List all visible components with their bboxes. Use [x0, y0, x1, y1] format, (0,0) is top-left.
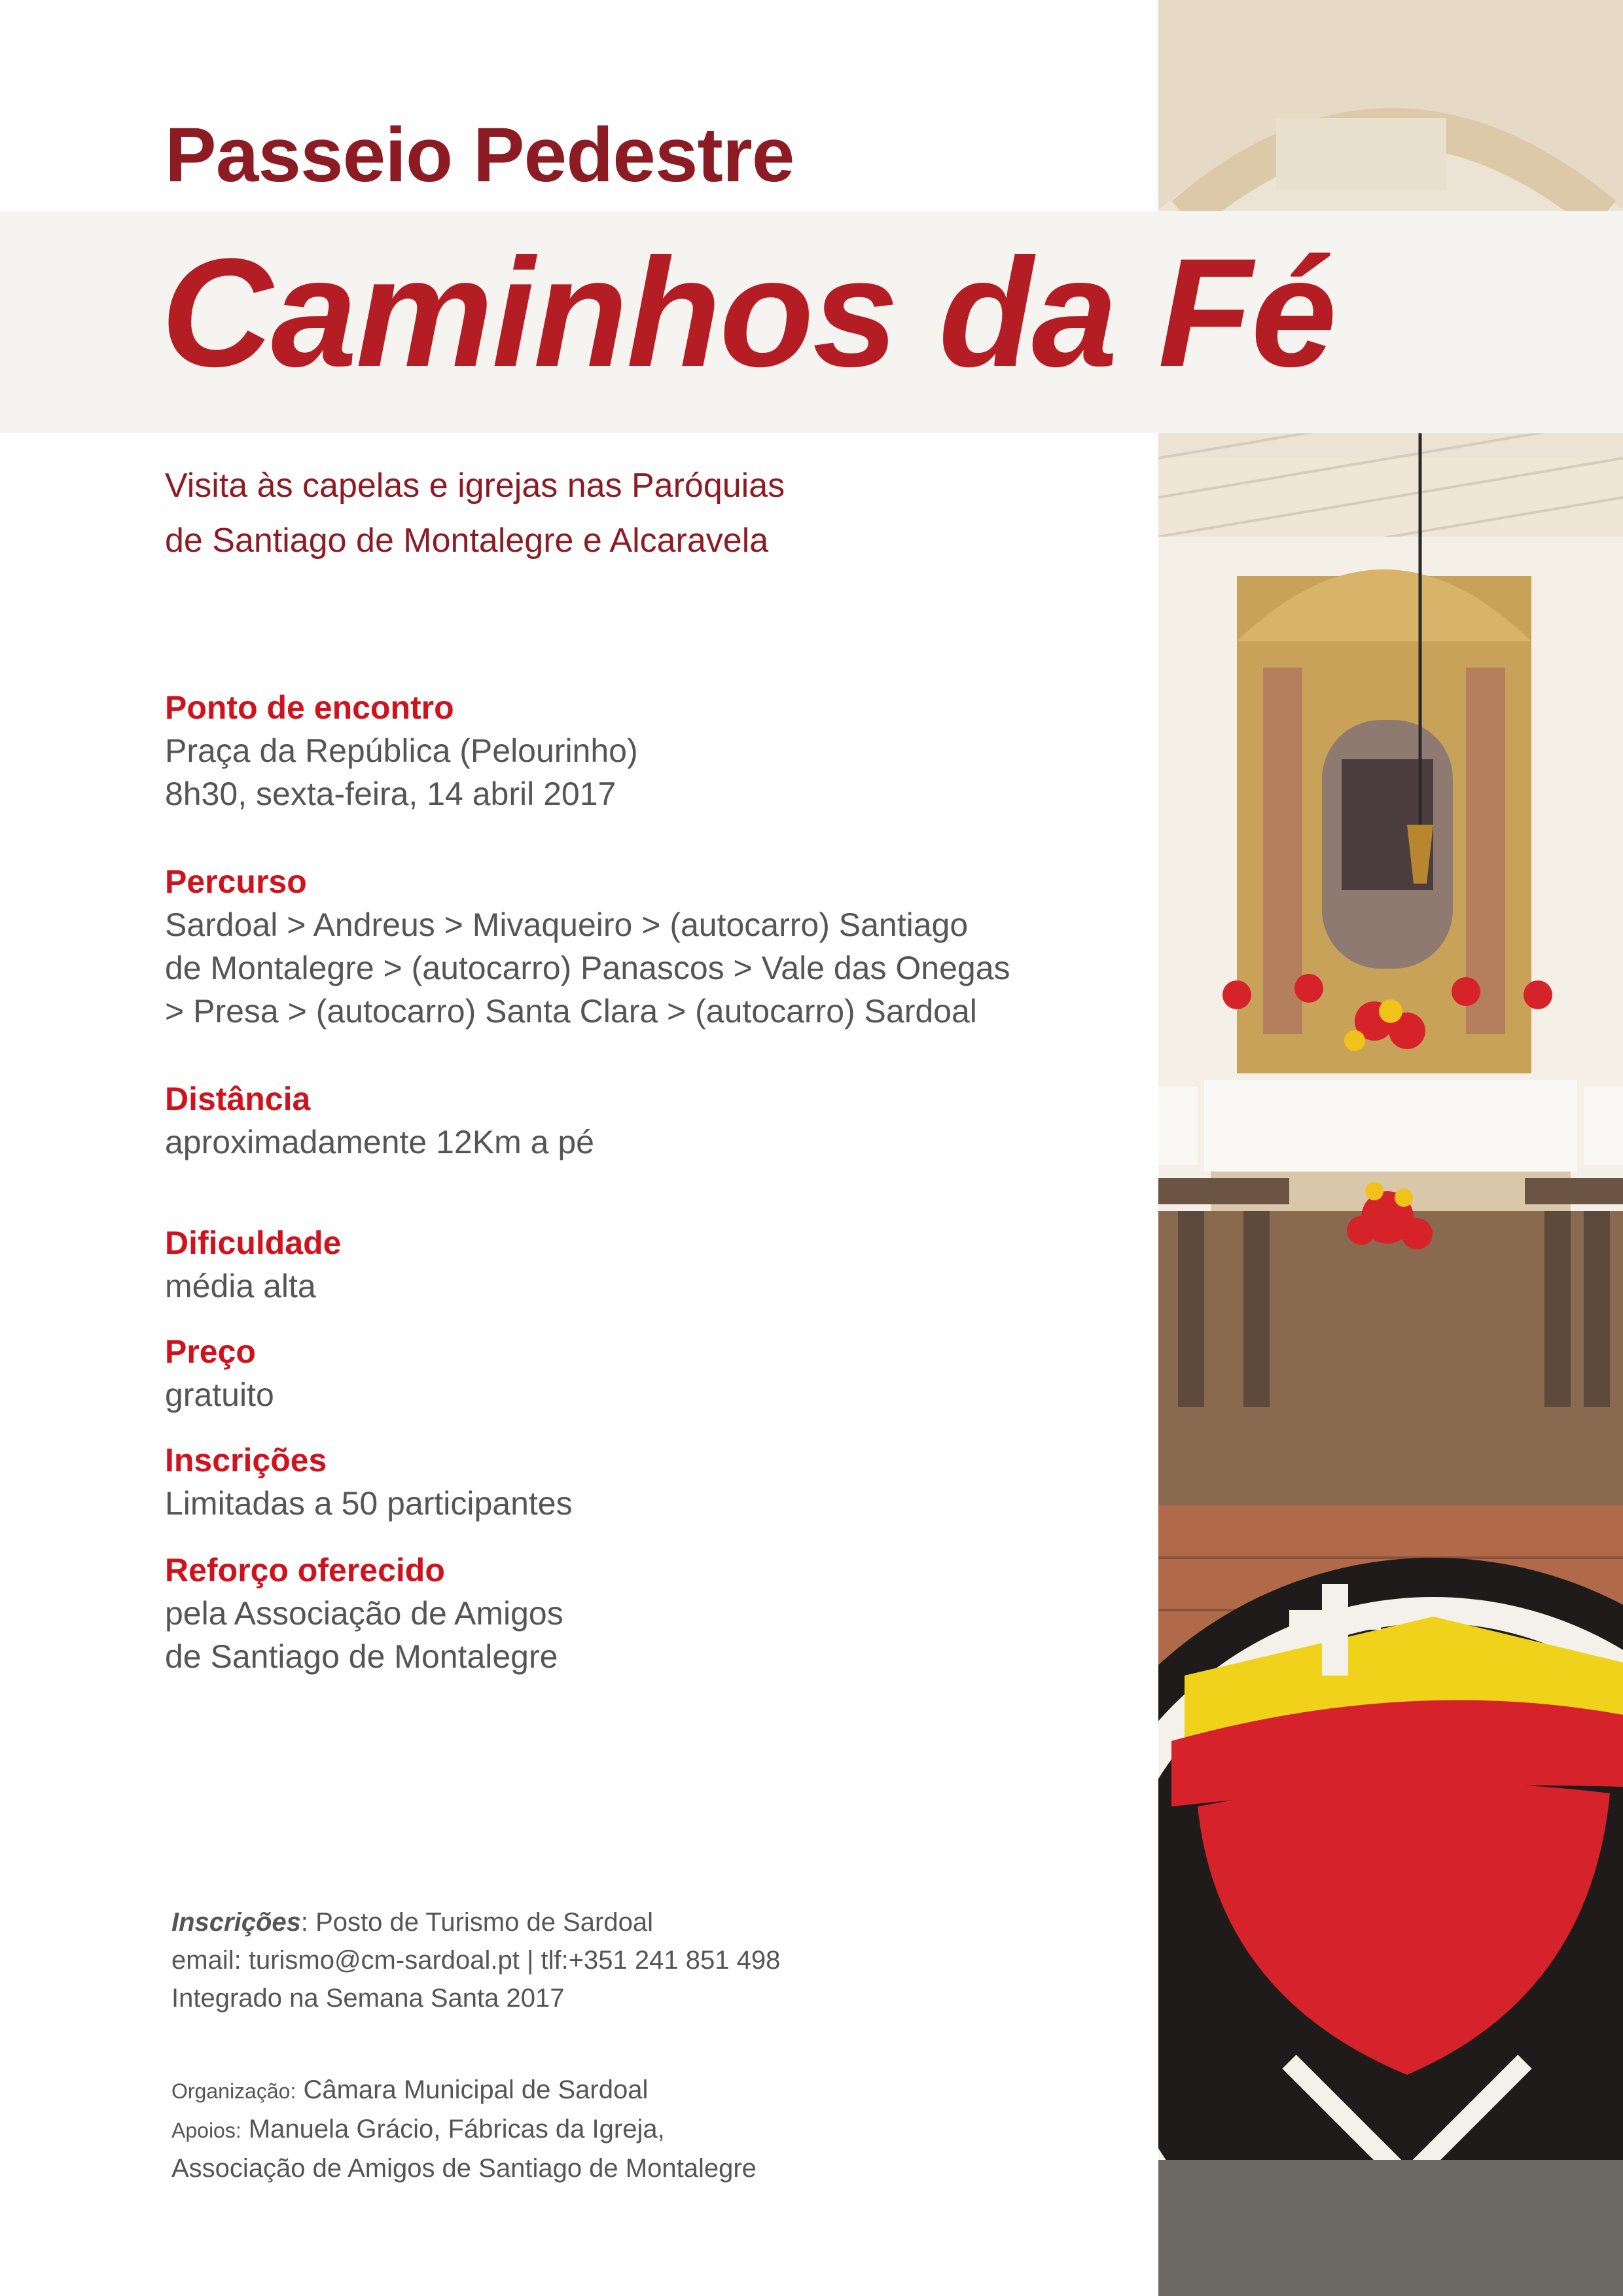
section-distance: [165, 1077, 594, 1164]
section-line: Sardoal > Andreus > Mivaqueiro > (autocarro) Santiago: [165, 906, 969, 943]
section-heading: Distância: [165, 1081, 311, 1117]
section-route: [165, 860, 1010, 1033]
section-line: aproximadamente 12Km a pé: [165, 1124, 594, 1160]
footer-contact-line: email: turismo@cm-sardoal.pt | tlf:+351 241 851 498: [171, 1946, 781, 1975]
section-line: Limitadas a 50 participantes: [165, 1485, 573, 1522]
footer-support: [171, 2110, 757, 2149]
intro-line-1: Visita às capelas e igrejas nas Paróquias: [165, 467, 785, 505]
section-line: pela Associação de Amigos: [165, 1595, 563, 1632]
section-line: > Presa > (autocarro) Santa Clara > (autocarro) Sardoal: [165, 993, 977, 1030]
section-line: Praça da República (Pelourinho): [165, 732, 638, 769]
footer-integrated: Integrado na Semana Santa 2017: [171, 1984, 565, 2013]
section-difficulty: [165, 1221, 341, 1308]
event-title: Caminhos da Fé: [161, 226, 1336, 399]
section-refreshment: [165, 1549, 563, 1678]
intro-line-2: de Santiago de Montalegre e Alcaravela: [165, 522, 769, 560]
footer-registration-label: Inscrições: [171, 1908, 301, 1937]
section-line: de Montalegre > (autocarro) Panascos > Vale das Onegas: [165, 950, 1010, 986]
footer-support-text: Manuela Grácio, Fábricas da Igreja,: [241, 2115, 665, 2144]
section-heading: Reforço oferecido: [165, 1552, 445, 1588]
section-line: de Santiago de Montalegre: [165, 1638, 558, 1675]
footer-organization-text: Câmara Municipal de Sardoal: [296, 2075, 649, 2104]
section-registrations: [165, 1439, 573, 1525]
event-subtitle: Passeio Pedestre: [165, 112, 794, 198]
footer-organization-label: Organização:: [171, 2079, 296, 2103]
footer-contact: [171, 1903, 780, 2017]
section-heading: Percurso: [165, 863, 307, 900]
section-meeting-point: [165, 686, 638, 816]
section-heading: Inscrições: [165, 1442, 327, 1479]
footer-organization: [171, 2071, 757, 2110]
section-heading: Preço: [165, 1333, 256, 1370]
section-heading: Ponto de encontro: [165, 689, 454, 726]
footer-support-line-2: Associação de Amigos de Santiago de Montalegre: [171, 2154, 757, 2183]
footer-registration: [171, 1903, 780, 1941]
section-line: média alta: [165, 1268, 316, 1304]
footer-support-label: Apoios:: [171, 2119, 241, 2142]
section-heading: Dificuldade: [165, 1225, 342, 1261]
section-line: 8h30, sexta-feira, 14 abril 2017: [165, 776, 616, 812]
section-price: [165, 1330, 274, 1416]
intro-text: [165, 458, 785, 568]
footer-registration-text: : Posto de Turismo de Sardoal: [300, 1908, 653, 1937]
section-line: gratuito: [165, 1376, 274, 1413]
footer-credits: [171, 2071, 757, 2187]
